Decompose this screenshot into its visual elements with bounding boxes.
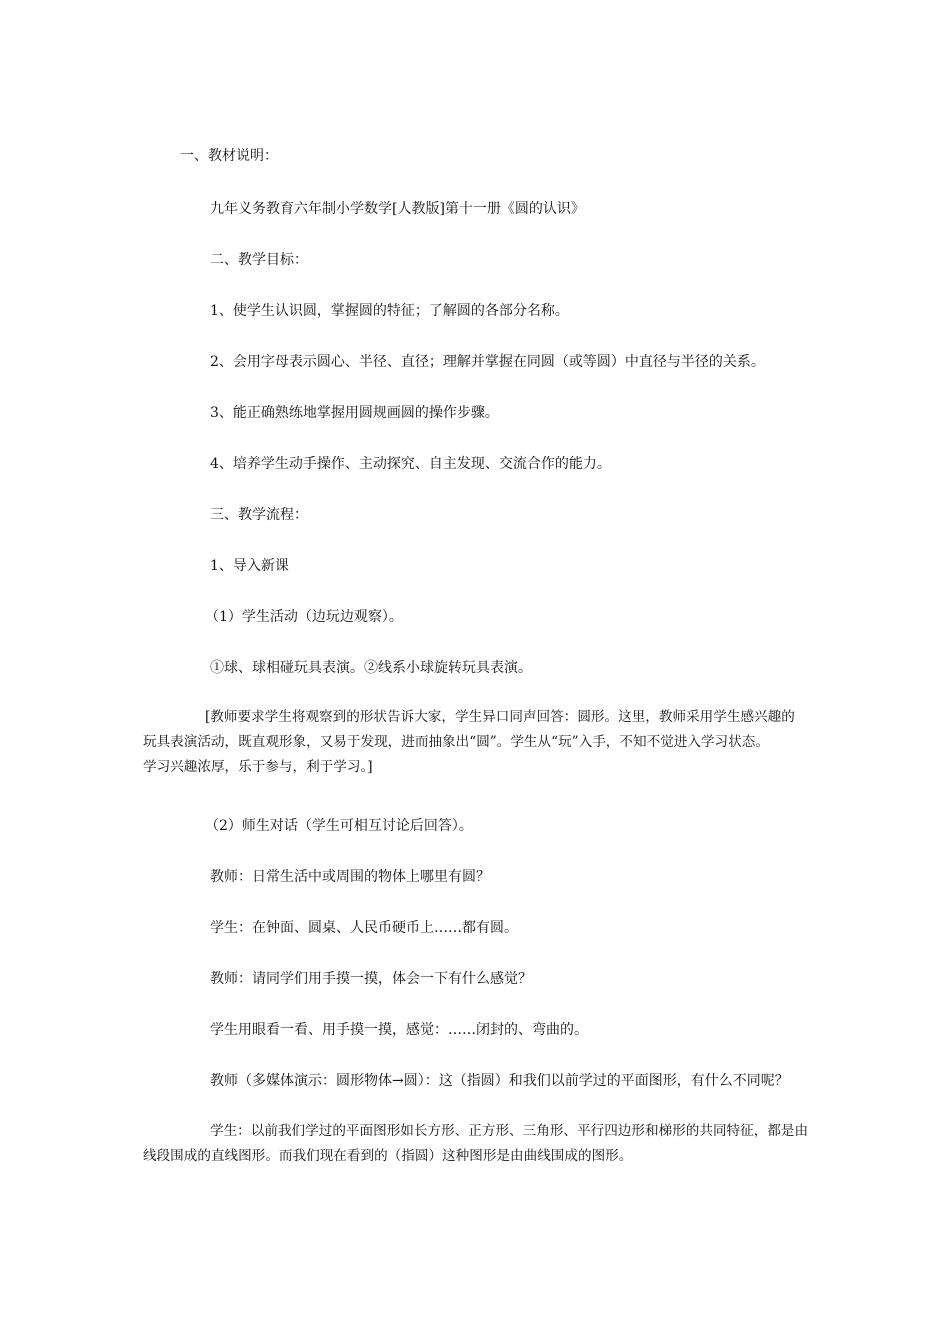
- step-1: 1、导入新课: [210, 558, 289, 574]
- goal-2: 2、会用字母表示圆心、半径、直径；理解并掌握在同圆（或等圆）中直径与半径的关系。: [210, 354, 765, 370]
- student-answer-3-line: 线段围成的直线图形。而我们现在看到的（指圆）这种图形是由曲线围成的图形。: [143, 1148, 633, 1164]
- activity-2: （2）师生对话（学生可相互讨论后回答）。: [205, 818, 473, 834]
- teacher-question-3: 教师（多媒体演示：圆形物体→圆）：这（指圆）和我们以前学过的平面图形，有什么不同呢？: [210, 1073, 789, 1089]
- goal-3: 3、能正确熟练地掌握用圆规画圆的操作步骤。: [210, 405, 499, 421]
- teacher-question-1: 教师：日常生活中或周围的物体上哪里有圆？: [210, 869, 490, 885]
- heading-materials: 一、教材说明：: [180, 148, 278, 164]
- teacher-note-line: 玩具表演活动，既直观形象，又易于发现，进而抽象出“圆”。学生从“玩”入手，不知不觉进入学习状态。: [143, 734, 769, 750]
- activity-1: （1）学生活动（边玩边观察）。: [205, 609, 403, 625]
- goal-1: 1、使学生认识圆，掌握圆的特征；了解圆的各部分名称。: [210, 303, 569, 319]
- goal-4: 4、培养学生动手操作、主动探究、自主发现、交流合作的能力。: [210, 456, 611, 472]
- teacher-note-line: 学习兴趣浓厚，乐于参与，利于学习。]: [143, 759, 373, 775]
- student-answer-3: [143, 1119, 808, 1169]
- student-answer-3-line: 学生：以前我们学过的平面图形如长方形、正方形、三角形、平行四边形和梯形的共同特征，都是由: [210, 1123, 809, 1139]
- teacher-note: [143, 705, 795, 780]
- student-answer-2: 学生用眼看一看、用手摸一摸，感觉：……闭封的、弯曲的。: [210, 1022, 588, 1038]
- heading-process: 三、教学流程：: [210, 507, 308, 523]
- teacher-question-2: 教师：请同学们用手摸一摸，体会一下有什么感觉？: [210, 971, 532, 987]
- student-answer-1: 学生：在钟面、圆桌、人民币硬币上……都有圆。: [210, 920, 518, 936]
- heading-goals: 二、教学目标：: [210, 252, 308, 268]
- materials-text: 九年义务教育六年制小学数学[人教版]第十一册《圆的认识》: [210, 201, 585, 217]
- teacher-note-line: [教师要求学生将观察到的形状告诉大家，学生异口同声回答：圆形。这里，教师采用学生感兴趣的: [205, 709, 795, 725]
- activity-1-detail: ①球、球相碰玩具表演。②线系小球旋转玩具表演。: [210, 660, 532, 676]
